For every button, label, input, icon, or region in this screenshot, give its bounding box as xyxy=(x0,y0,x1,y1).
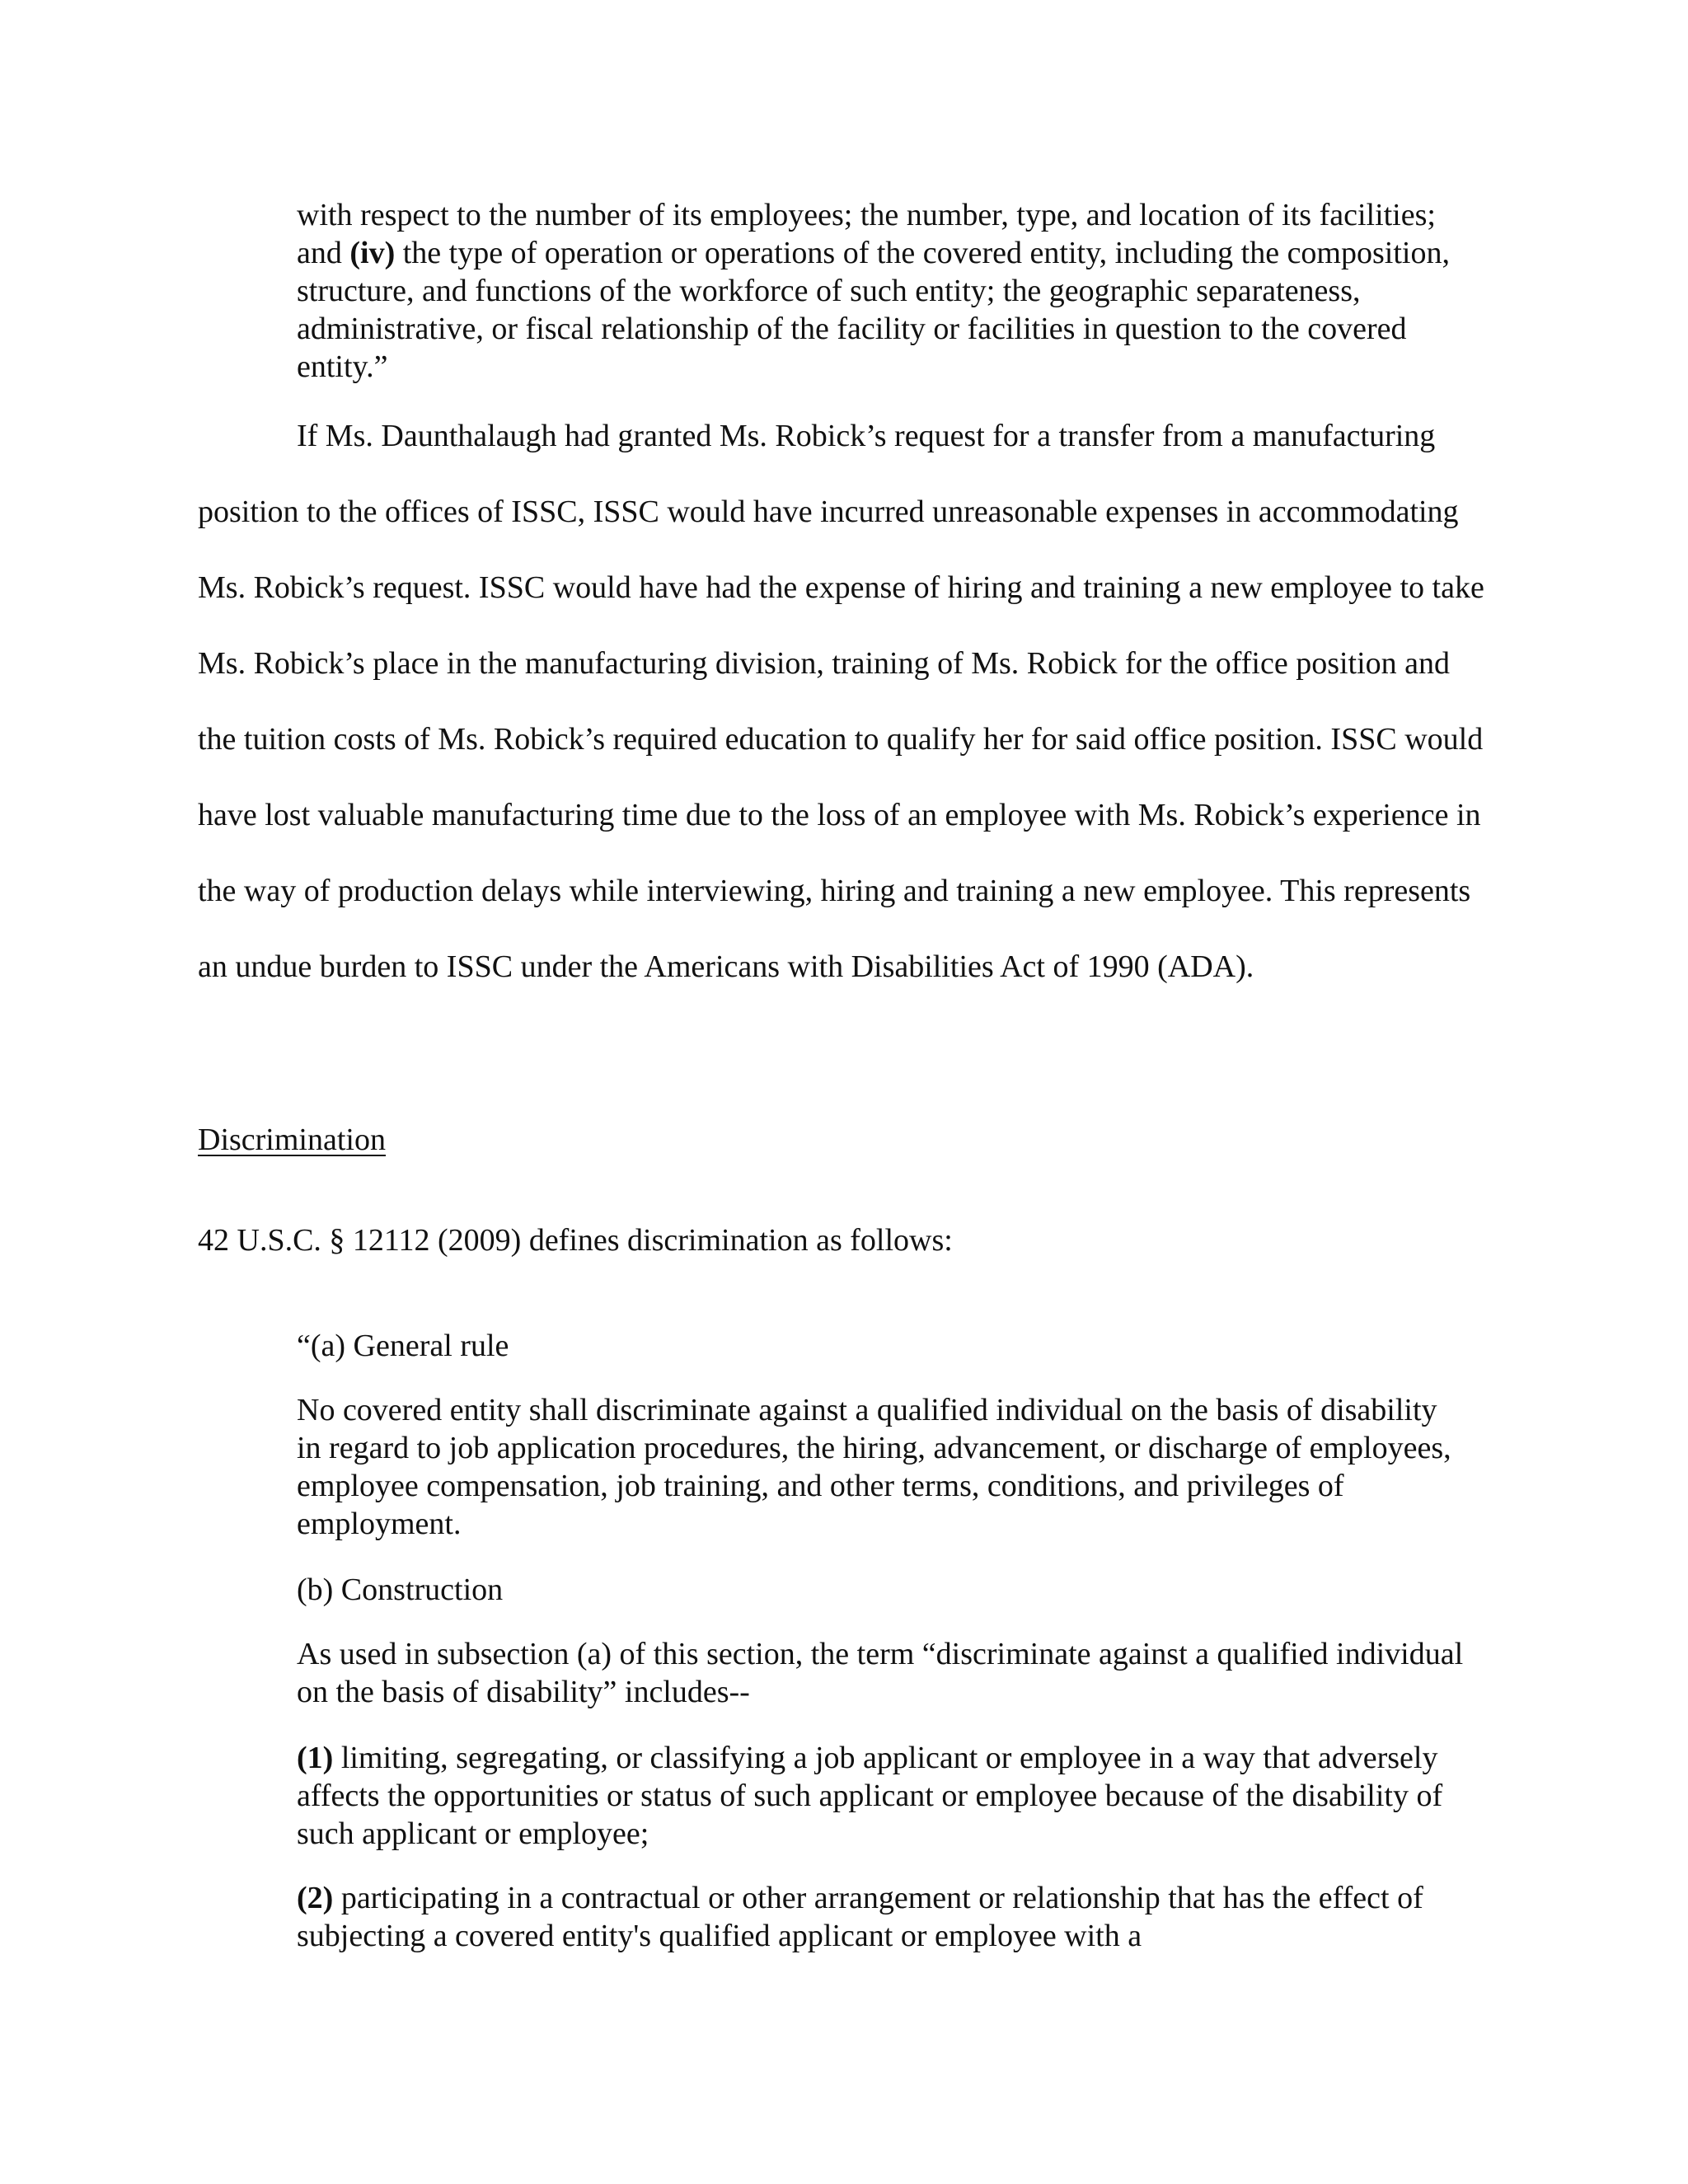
subsection-b-heading: (b) Construction xyxy=(297,1572,504,1607)
quote-continuation xyxy=(297,196,1467,386)
list-item-2-text: participating in a contractual or other arrangement or relationship that has the effect of subjecting a covered entity's qualified applicant or employee with a xyxy=(297,1881,1423,1953)
list-item-2 xyxy=(297,1879,1467,1955)
subsection-a-heading: “(a) General rule xyxy=(297,1329,509,1363)
quote-text-after: the type of operation or operations of the covered entity, including the composition, structure, and functions of the workforce of such entity; the geographic separateness, administrative, or fiscal relationship of the facility or facilities in question to the covered entity.” xyxy=(297,236,1450,384)
list-item-1 xyxy=(297,1739,1467,1853)
quote-bold-marker: (iv) xyxy=(349,236,396,270)
subsection-a-text: No covered entity shall discriminate against a qualified individual on the basis of disability in regard to job application procedures, the hiring, advancement, or discharge of employees, employee compensation, job training, and other terms, conditions, and privileges of employment. xyxy=(297,1393,1451,1541)
list-item-1-marker: (1) xyxy=(297,1741,334,1775)
body-paragraph: If Ms. Daunthalaugh had granted Ms. Robick’s request for a transfer from a manufacturing position to the offices of ISSC, ISSC would have incurred unreasonable expenses in accommodating Ms. Robick’s request. ISSC would have had the expense of hiring and training a new employee to take Ms. Robick’s place in the manufacturing division, training of Ms. Robick for the office position and the tuition costs of Ms. Robick’s required education to qualify her for said office position. ISSC would have lost valuable manufacturing time due to the loss of an employee with Ms. Robick’s experience in the way of production delays while interviewing, hiring and training a new employee. This represents an undue burden to ISSC under the Americans with Disabilities Act of 1990 (ADA). xyxy=(198,419,1484,984)
list-item-1-text: limiting, segregating, or classifying a job applicant or employee in a way that adversely affects the opportunities or status of such applicant or employee because of the disability of such applicant or employee; xyxy=(297,1741,1443,1851)
intro-line: 42 U.S.C. § 12112 (2009) defines discrimination as follows: xyxy=(198,1223,953,1258)
section-heading: Discrimination xyxy=(198,1122,386,1157)
subsection-b-text: As used in subsection (a) of this section, the term “discriminate against a qualified individual on the basis of disability” includes-- xyxy=(297,1637,1464,1709)
list-item-2-marker: (2) xyxy=(297,1881,334,1915)
quote-text-before: with respect to the number of its employees; the number, type, and location of its facilities; and xyxy=(297,198,1436,270)
